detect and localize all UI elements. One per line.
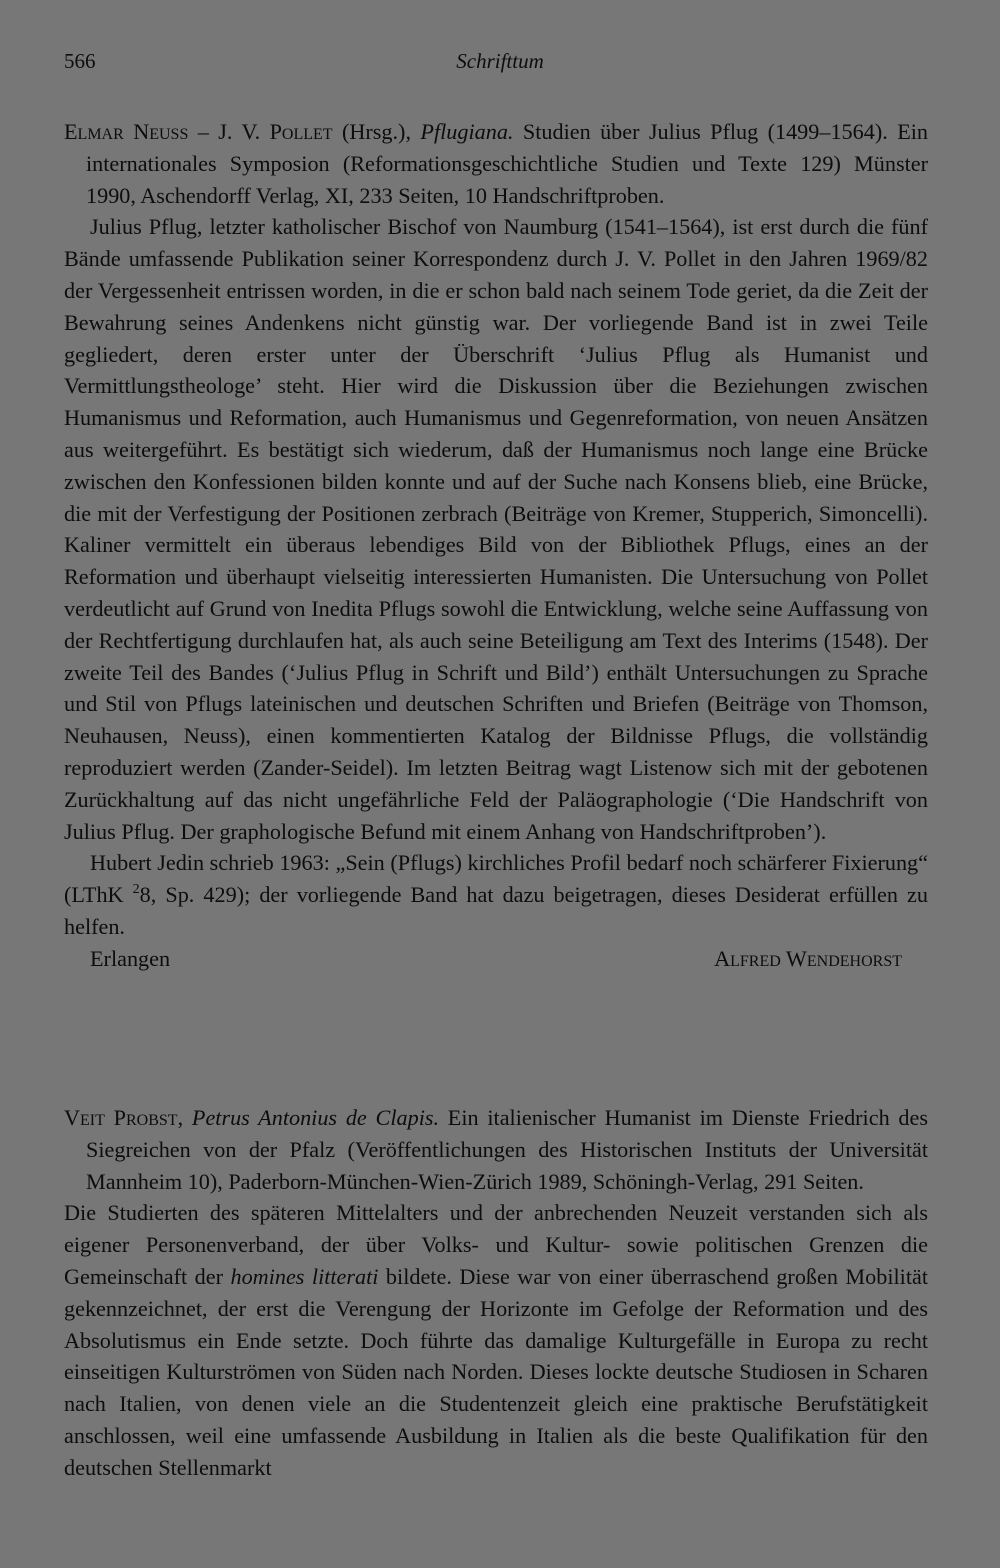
paragraph-text: Die Studierten des späteren Mittelalters und der anbrechenden Neuzeit verstanden sich als eigener Personenverband, der über Volks- und Kultur- sowie politischen Grenzen die Gemeinschaft der [64, 1200, 928, 1289]
edition-superscript: 2 [132, 882, 140, 898]
running-title: Schrifttum [456, 49, 544, 73]
review-place: Erlangen [90, 945, 171, 971]
book-title: Pflugiana. [420, 119, 514, 144]
review-probst [64, 1102, 928, 1484]
book-title: Petrus Antonius de Clapis. [191, 1105, 440, 1130]
review-author: Veit Probst [64, 1105, 178, 1130]
editor-note: (Hrsg.), [332, 119, 421, 144]
review-paragraph: Julius Pflug, letzter katholischer Bischof von Naumburg (1541–1564), ist erst durch die fünf Bände umfassende Publikation seiner Korrespondenz durch J. V. Pollet in den Jahren 1969/82 der Vergessenheit entrissen worden, in die er schon bald nach seinem Tode geriet, da die Zeit der Bewahrung seines Andenkens nicht günstig war. Der vorliegende Band ist in zwei Teile gegliedert, deren erster unter der Überschrift ‘Julius Pflug als Humanist und Vermittlungstheologe’ steht. Hier wird die Diskussion über die Beziehungen zwischen Humanismus und Reformation, auch Humanismus und Gegenreformation, von neuen Ansätzen aus weitergeführt. Es bestätigt sich wiederum, daß der Humanismus noch lange eine Brücke zwischen den Konfessionen bilden konnte und auf der Suche nach Konsens blieb, eine Brücke, die mit der Verfestigung der Positionen zerbrach (Beiträge von Kremer, Stupperich, Simoncelli). Kaliner vermittelt ein überaus lebendiges Bild von der Bibliothek Pflugs, eines an der Reformation und überhaupt vielseitig interessierten Humanisten. Die Untersuchung von Pollet verdeutlicht auf Grund von Inedita Pflugs sowohl die Entwicklung, welche seine Auffassung von der Rechtfertigung durchlaufen hat, als auch seine Beteiligung am Text des Interims (1548). Der zweite Teil des Bandes (‘Julius Pflug in Schrift und Bild’) enthält Untersuchungen zu Sprache und Stil von Pflugs lateinischen und deutschen Schriften und Briefen (Beiträge von Thomson, Neuhausen, Neuss), einen kommentierten Katalog der Bildnisse Pflugs, die vollständig reproduziert werden (Zander-Seidel). Im letzten Beitrag wagt Listenow sich mit der gebotenen Zurückhaltung auf das nicht ungefährliche Feld der Paläographologie (‘Die Handschrift von Julius Pflug. Der graphologische Befund mit einem Anhang von Handschriftproben’). [64, 214, 928, 844]
review-signature [64, 943, 928, 975]
review-citation [64, 116, 928, 211]
latin-term: homines litterati [230, 1263, 379, 1289]
citation-details: Studien über Julius Pflug (1499–1564). Ein internationales Symposion (Reformationsgeschichtliche Studien und Texte 129) Münster 1990, Aschendorff Verlag, XI, 233 Seiten, 10 Handschriftproben. [86, 119, 929, 208]
citation-separator: , [177, 1105, 192, 1130]
paragraph-text: Hubert Jedin schrieb 1963: „Sein (Pflugs) kirchliches Profil bedarf noch schärferer Fixierung“ (LThK [64, 850, 928, 908]
page-number: 566 [64, 49, 96, 73]
citation-details: Ein italienischer Humanist im Dienste Friedrich des Siegreichen von der Pfalz (Veröffentlichungen des Historischen Instituts der Universität Mannheim 10), Paderborn-München-Wien-Zürich 1989, Schöningh-Verlag, 291 Seiten. [86, 1105, 929, 1194]
paragraph-text: bildete. Diese war von einer überraschend großen Mobilität gekennzeichnet, der erst die Verengung der Horizonte im Gefolge der Reformation und des Absolutismus ein Ende setzte. Doch führte das damalige Kulturgefälle in Europa zu recht einseitigen Kulturströmen von Süden nach Norden. Dieses lockte deutsche Studiosen in Scharen nach Italien, von denen viele an die Studentenzeit gleich eine praktische Berufstätigkeit anschlossen, weil eine umfassende Ausbildung in Italien als die beste Qualifikation für den deutschen Stellenmarkt [64, 1263, 929, 1480]
reviewer-name: Alfred Wendehorst [714, 945, 902, 971]
review-paragraph [64, 1197, 928, 1483]
paragraph-text: 8, Sp. 429); der vorliegende Band hat dazu beigetragen, dieses Desiderat erfüllen zu helfen. [64, 882, 928, 939]
review-authors: Elmar Neuss – J. V. Pollet [64, 119, 333, 144]
review-paragraph [64, 847, 928, 942]
review-citation [64, 1102, 928, 1197]
review-pflugiana [64, 116, 928, 975]
